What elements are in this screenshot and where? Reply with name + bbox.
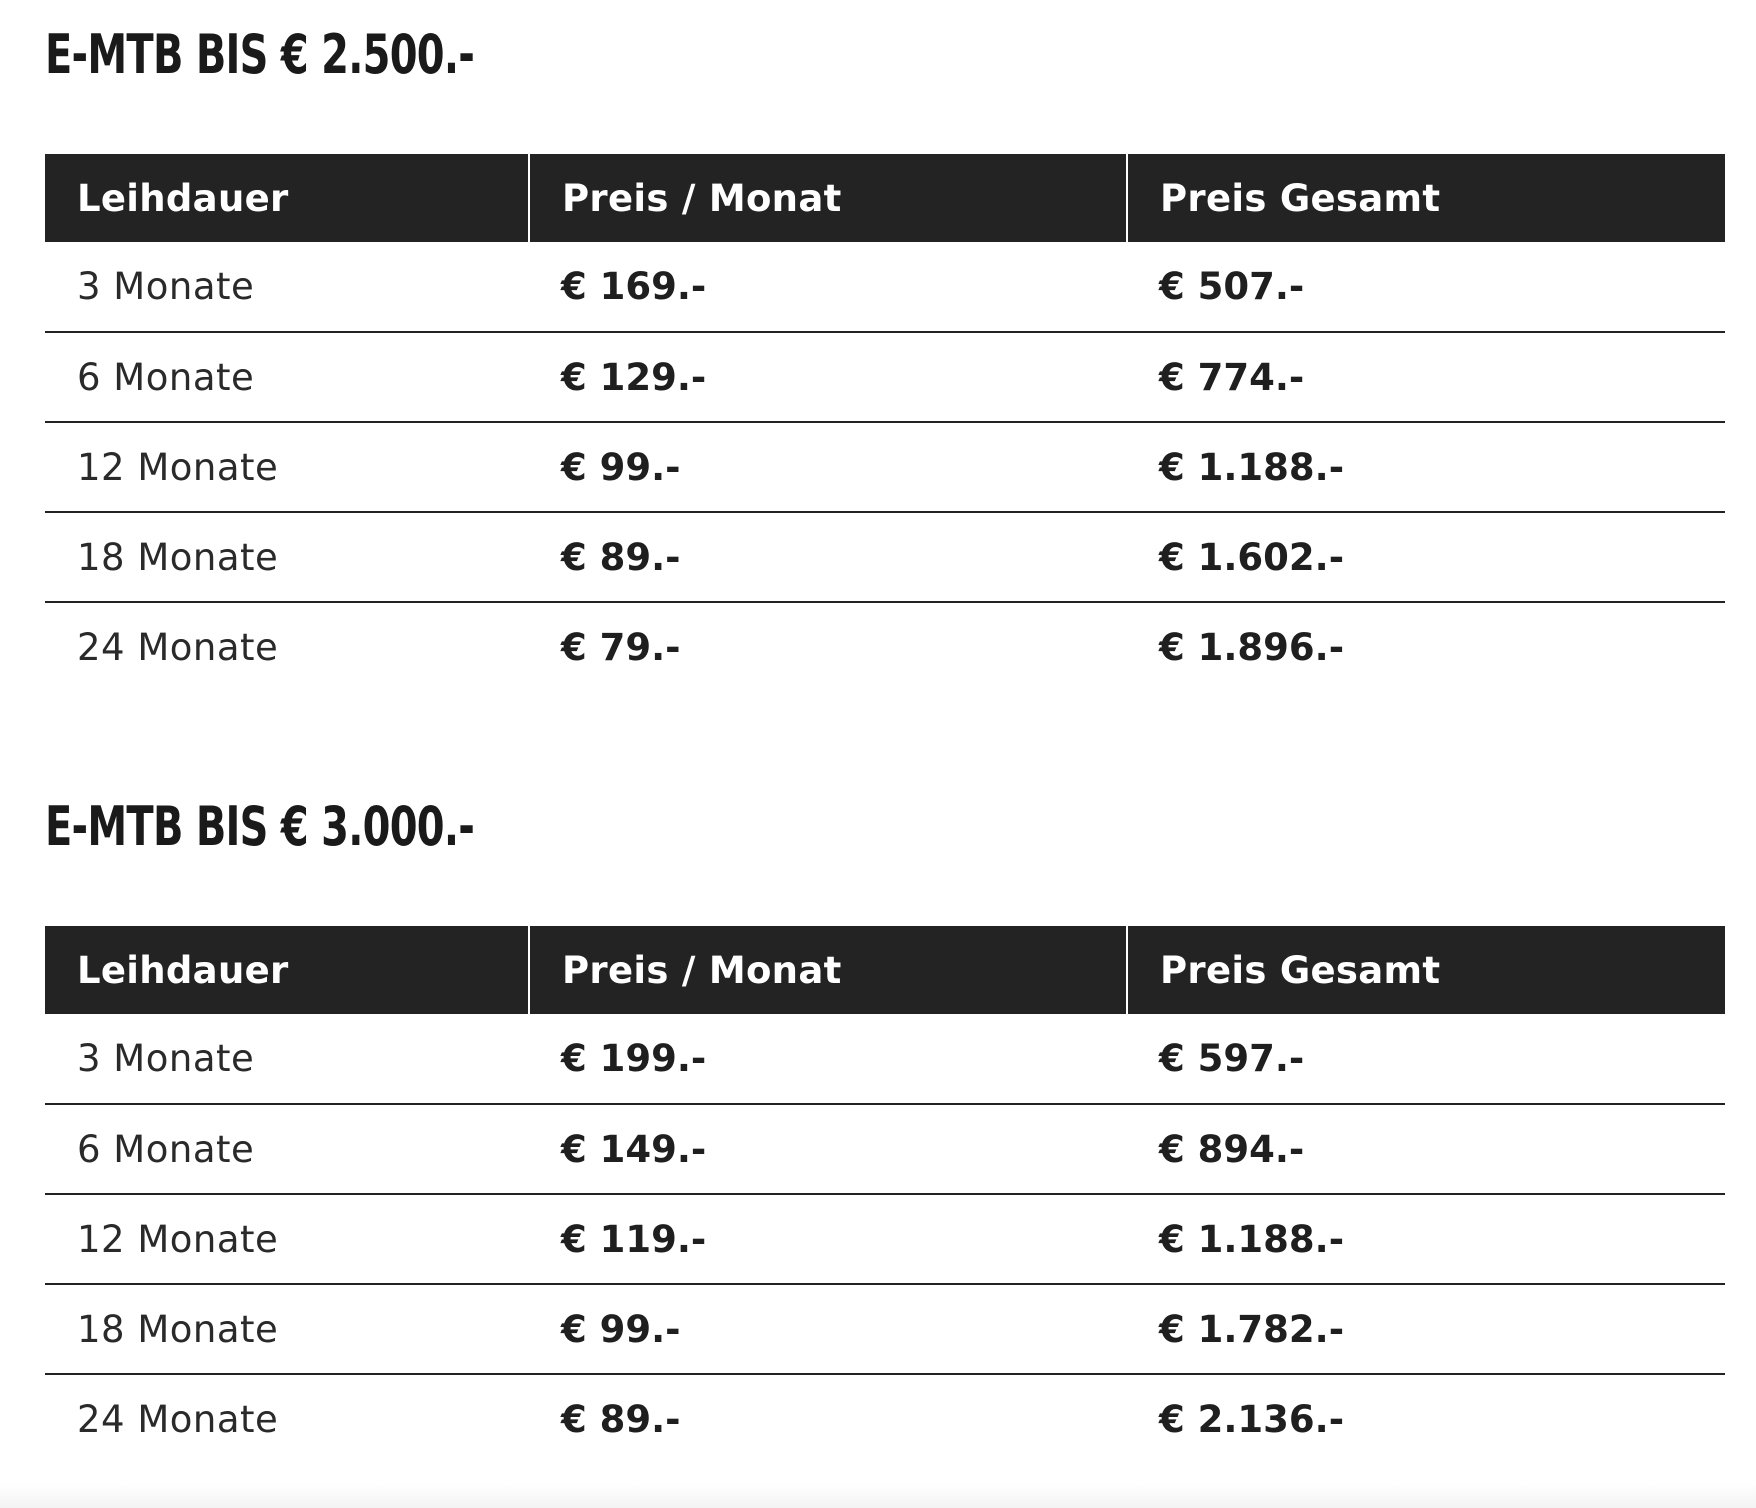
total-price-cell: € 2.136.-	[1159, 1398, 1345, 1441]
duration-cell: 18 Monate	[45, 512, 529, 602]
duration-cell: 6 Monate	[45, 1104, 529, 1194]
table-row	[45, 332, 1725, 422]
monthly-price-cell: € 89.-	[529, 512, 1127, 602]
monthly-price-cell: € 199.-	[529, 1014, 1127, 1104]
table-row	[45, 512, 1725, 602]
section-title: E-MTB BIS € 3.000.-	[45, 795, 475, 858]
total-price-cell: € 1.782.-	[1127, 1284, 1725, 1374]
table-row	[45, 1194, 1725, 1284]
duration-cell: 12 Monate	[45, 1194, 529, 1284]
column-header-monthly-price: Preis / Monat	[529, 926, 1127, 1014]
total-price-cell: € 597.-	[1127, 1014, 1725, 1104]
monthly-price-cell: € 129.-	[529, 332, 1127, 422]
column-header-monthly-price: Preis / Monat	[529, 154, 1127, 242]
table-row	[45, 242, 1725, 332]
monthly-price-cell: € 79.-	[561, 626, 681, 669]
monthly-price-cell: € 149.-	[529, 1104, 1127, 1194]
bottom-fade	[0, 1484, 1756, 1508]
rental-section-3000	[45, 792, 1725, 1441]
column-header-total-price: Preis Gesamt	[1127, 154, 1725, 242]
table-row	[45, 1014, 1725, 1104]
duration-cell: 12 Monate	[45, 422, 529, 512]
table-row	[45, 1104, 1725, 1194]
duration-cell: 18 Monate	[45, 1284, 529, 1374]
monthly-price-cell: € 99.-	[529, 422, 1127, 512]
total-price-cell: € 507.-	[1127, 242, 1725, 332]
monthly-price-cell: € 99.-	[529, 1284, 1127, 1374]
table-header-row	[45, 154, 1725, 242]
section-title: E-MTB BIS € 2.500.-	[45, 23, 475, 86]
duration-cell: 24 Monate	[77, 626, 279, 669]
total-price-cell: € 894.-	[1127, 1104, 1725, 1194]
price-table	[45, 926, 1725, 1464]
duration-cell: 3 Monate	[45, 1014, 529, 1104]
price-table	[45, 154, 1725, 692]
monthly-price-cell: € 89.-	[561, 1398, 681, 1441]
total-price-cell: € 1.188.-	[1127, 422, 1725, 512]
table-row	[45, 1284, 1725, 1374]
column-header-duration: Leihdauer	[45, 154, 529, 242]
duration-cell: 24 Monate	[77, 1398, 279, 1441]
total-price-cell: € 1.188.-	[1127, 1194, 1725, 1284]
table-header-row	[45, 926, 1725, 1014]
monthly-price-cell: € 169.-	[529, 242, 1127, 332]
total-price-cell: € 1.602.-	[1127, 512, 1725, 602]
duration-cell: 6 Monate	[45, 332, 529, 422]
column-header-duration: Leihdauer	[45, 926, 529, 1014]
monthly-price-cell: € 119.-	[529, 1194, 1127, 1284]
total-price-cell: € 1.896.-	[1159, 626, 1345, 669]
column-header-total-price: Preis Gesamt	[1127, 926, 1725, 1014]
rental-section-2500	[45, 20, 1725, 669]
table-row	[45, 602, 1725, 692]
table-row	[45, 1374, 1725, 1464]
duration-cell: 3 Monate	[45, 242, 529, 332]
total-price-cell: € 774.-	[1127, 332, 1725, 422]
table-row	[45, 422, 1725, 512]
